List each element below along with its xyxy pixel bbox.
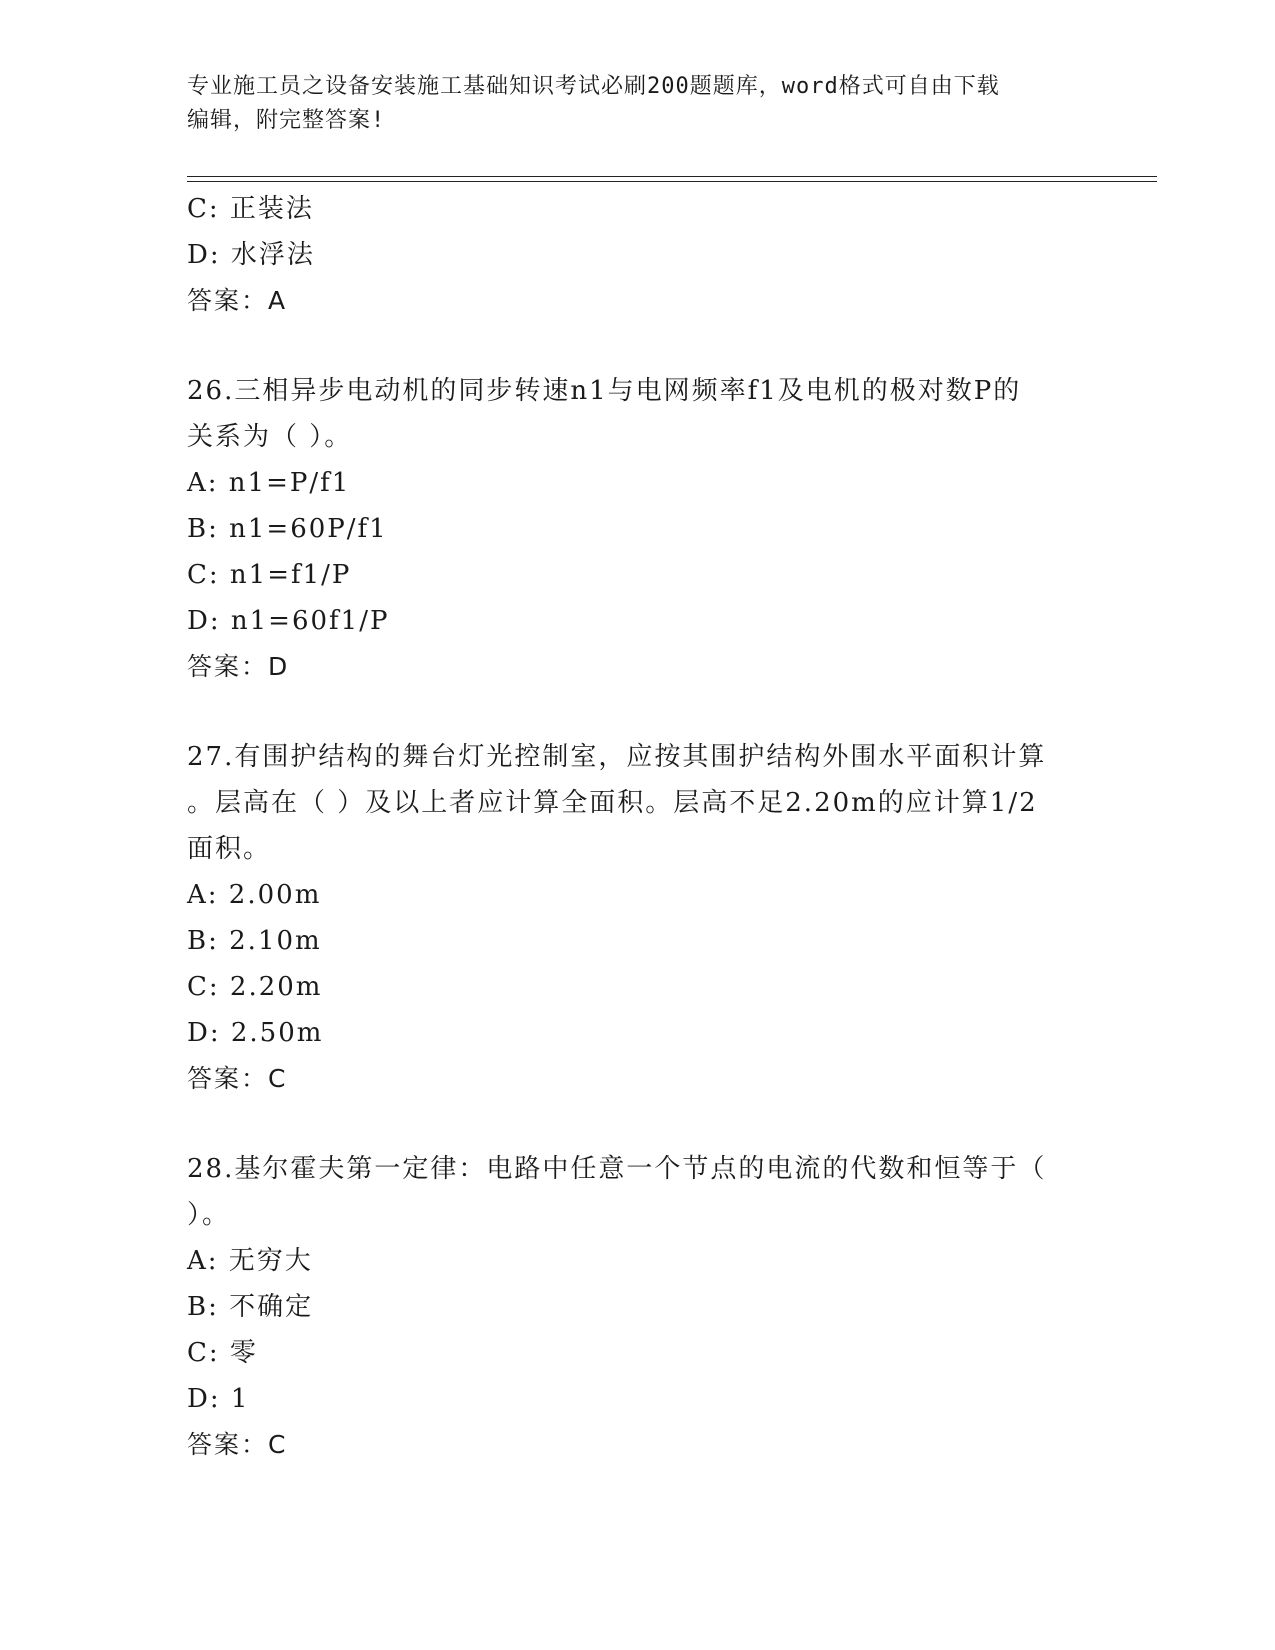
document-header — [187, 70, 1087, 138]
header-divider-top — [187, 176, 1157, 177]
question-27 — [187, 734, 1087, 1102]
option-d: D: 水浮法 — [187, 240, 315, 270]
question-text: 26.三相异步电动机的同步转速n1与电网频率f1及电机的极对数P的 — [187, 376, 1022, 406]
question-text: 27.有围护结构的舞台灯光控制室，应按其围护结构外围水平面积计算 — [187, 742, 1047, 772]
option-a: A: 无穷大 — [187, 1246, 313, 1276]
header-divider-bottom — [187, 181, 1157, 182]
spacer — [187, 690, 1087, 734]
option-a: A: n1=P/f1 — [187, 468, 351, 498]
option-d: D: n1=60f1/P — [187, 606, 390, 636]
answer: 答案：D — [187, 652, 290, 681]
option-b: B: 2.10m — [187, 926, 322, 956]
option-d: D: 2.50m — [187, 1018, 324, 1048]
option-b: B: n1=60P/f1 — [187, 514, 388, 544]
question-text: 面积。 — [187, 834, 272, 864]
option-a: A: 2.00m — [187, 880, 322, 910]
question-text: 。层高在（ ）及以上者应计算全面积。层高不足2.20m的应计算1/2 — [187, 788, 1038, 818]
answer: 答案：C — [187, 1064, 288, 1093]
question-text: 关系为（ ）。 — [187, 422, 353, 452]
spacer — [187, 324, 1087, 368]
option-c: C: 零 — [187, 1338, 258, 1368]
header-line-2: 编辑，附完整答案! — [187, 108, 386, 133]
document-body — [187, 186, 1087, 1468]
option-c: C: n1=f1/P — [187, 560, 352, 590]
spacer — [187, 1102, 1087, 1146]
answer: 答案：A — [187, 286, 288, 315]
option-b: B: 不确定 — [187, 1292, 314, 1322]
question-text: ）。 — [187, 1200, 231, 1230]
option-d: D: 1 — [187, 1384, 250, 1414]
answer: 答案：C — [187, 1430, 288, 1459]
header-line-1: 专业施工员之设备安装施工基础知识考试必刷200题题库，word格式可自由下载 — [187, 74, 1000, 99]
question-text: 28.基尔霍夫第一定律：电路中任意一个节点的电流的代数和恒等于（ — [187, 1154, 1047, 1184]
option-c: C: 2.20m — [187, 972, 323, 1002]
question-26 — [187, 368, 1087, 690]
question-28 — [187, 1146, 1087, 1468]
question-25-continued — [187, 186, 1087, 324]
option-c: C: 正装法 — [187, 194, 314, 224]
